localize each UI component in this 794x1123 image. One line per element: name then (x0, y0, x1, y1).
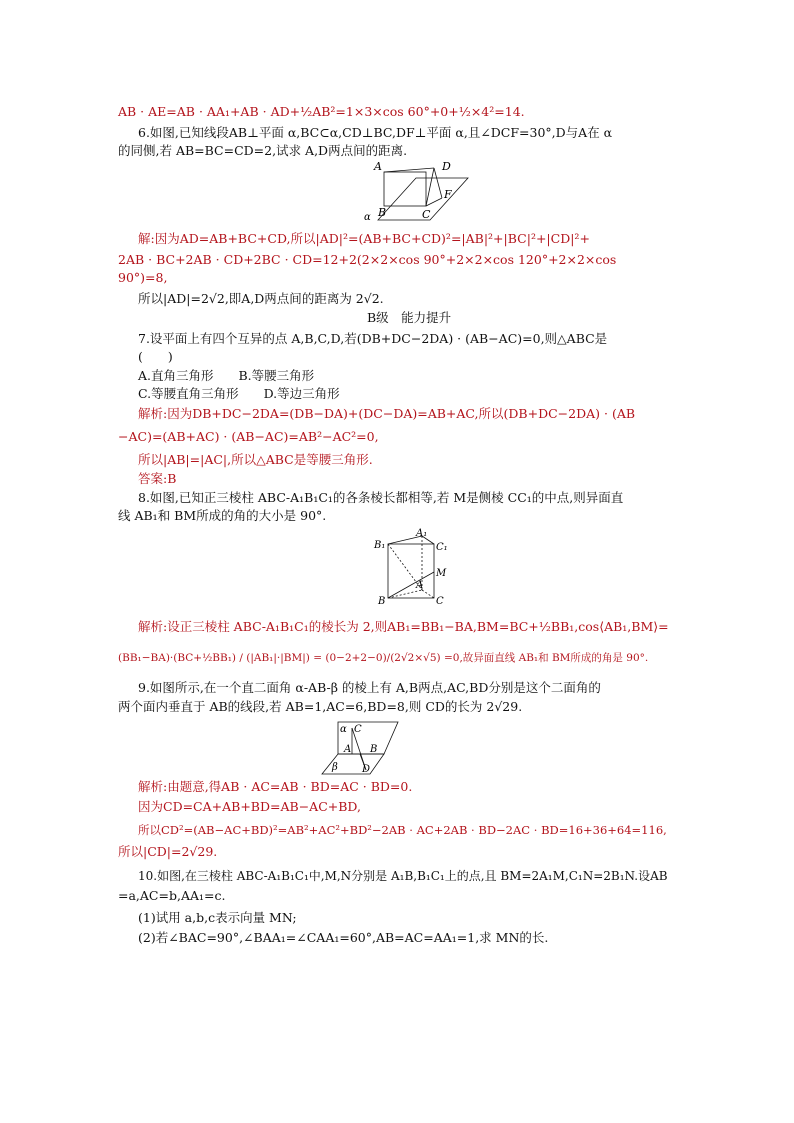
section-heading: B级 能力提升 (367, 310, 452, 325)
fig9-label-A: A (344, 744, 352, 755)
fig6-label-D: D (442, 160, 451, 173)
figure-6 (350, 158, 470, 224)
analysis-7-line-1: 解析:因为DB+DC−2DA=(DB−DA)+(DC−DA)=AB+AC,所以(DB+DC−2DA) · (AB (138, 406, 636, 421)
fig8-label-A: A (416, 580, 424, 591)
problem-10-line-1: 10.如图,在三棱柱 ABC-A₁B₁C₁中,M,N分别是 A₁B,B₁C₁上的点,且 BM=2A₁M,C₁N=2B₁N.设AB (138, 869, 668, 883)
fig6-label-F: F (444, 188, 452, 201)
fig8-label-C: C (436, 596, 444, 607)
problem-7-options-2: C.等腰直角三角形 D.等边三角形 (138, 386, 340, 401)
analysis-7-line-2: −AC)=(AB+AC) · (AB−AC)=AB²−AC²=0, (118, 429, 379, 444)
figure-9 (318, 720, 400, 776)
analysis-8-line-2: (BB₁−BA)·(BC+½BB₁) / (|AB₁|·|BM|) = (0−2+2−0)/(2√2×√5) =0,故异面直线 AB₁和 BM所成的角是 90°. (118, 652, 649, 664)
solution-6-line-3: 90°)=8, (118, 270, 168, 285)
analysis-8-line-1: 解析:设正三棱柱 ABC-A₁B₁C₁的棱长为 2,则AB₁=BB₁−BA,BM=BC+½BB₁,cos⟨AB₁,BM⟩= (138, 619, 669, 634)
fig6-label-alpha: α (364, 212, 371, 223)
fig8-label-B1: B₁ (374, 540, 386, 551)
line-01: AB · AE=AB · AA₁+AB · AD+½AB²=1×3×cos 60°+0+½×4²=14. (118, 104, 525, 119)
fig8-label-M: M (436, 568, 447, 579)
problem-8-line-1: 8.如图,已知正三棱柱 ABC-A₁B₁C₁的各条棱长都相等,若 M是侧棱 CC₁的中点,则异面直 (138, 490, 624, 505)
problem-8-line-2: 线 AB₁和 BM所成的角的大小是 90°. (118, 508, 327, 523)
problem-7-options-1: A.直角三角形 B.等腰三角形 (138, 368, 315, 383)
fig9-label-beta: β (332, 762, 338, 773)
fig9-label-B: B (370, 744, 378, 755)
fig8-label-A1: A₁ (416, 528, 428, 539)
solution-6-line-2: 2AB · BC+2AB · CD+2BC · CD=12+2(2×2×cos 90°+2×2×cos 120°+2×2×cos (118, 252, 617, 267)
problem-9-line-1: 9.如图所示,在一个直二面角 α-AB-β 的棱上有 A,B两点,AC,BD分别是这个二面角的 (138, 680, 601, 695)
fig6-label-C: C (422, 208, 431, 221)
fig6-label-B: B (378, 206, 387, 219)
fig9-label-alpha: α (340, 724, 347, 735)
analysis-9-line-4: 所以|CD|=2√29. (118, 844, 218, 859)
analysis-7-line-3: 所以|AB|=|AC|,所以△ABC是等腰三角形. (138, 452, 373, 467)
solution-6-line-4: 所以|AD|=2√2,即A,D两点间的距离为 2√2. (138, 291, 384, 306)
problem-7-line-2: ( ) (138, 349, 173, 364)
fig6-label-A: A (374, 160, 382, 173)
figure-8 (372, 528, 456, 608)
problem-10-line-2: =a,AC=b,AA₁=c. (118, 888, 226, 903)
problem-10-part-2: (2)若∠BAC=90°,∠BAA₁=∠CAA₁=60°,AB=AC=AA₁=1,求 MN的长. (138, 930, 549, 945)
analysis-9-line-2: 因为CD=CA+AB+BD=AB−AC+BD, (138, 799, 361, 814)
problem-6-line-1: 6.如图,已知线段AB⊥平面 α,BC⊂α,CD⊥BC,DF⊥平面 α,且∠DCF=30°,D与A在 α (138, 125, 613, 140)
fig9-label-D: D (362, 764, 371, 775)
answer-7: 答案:B (138, 471, 177, 486)
fig9-label-C: C (354, 724, 362, 735)
fig8-label-B: B (378, 596, 386, 607)
analysis-9-line-3: 所以CD²=(AB−AC+BD)²=AB²+AC²+BD²−2AB · AC+2AB · BD−2AC · BD=16+36+64=116, (138, 823, 667, 837)
solution-6-line-1: 解:因为AD=AB+BC+CD,所以|AD|²=(AB+BC+CD)²=|AB|²+|BC|²+|CD|²+ (138, 231, 590, 246)
fig8-label-C1: C₁ (436, 542, 448, 553)
problem-10-part-1: (1)试用 a,b,c表示向量 MN; (138, 910, 297, 925)
problem-7-line-1: 7.设平面上有四个互异的点 A,B,C,D,若(DB+DC−2DA) · (AB−AC)=0,则△ABC是 (138, 331, 608, 346)
problem-9-line-2: 两个面内垂直于 AB的线段,若 AB=1,AC=6,BD=8,则 CD的长为 2√29. (118, 699, 523, 714)
problem-6-line-2: 的同侧,若 AB=BC=CD=2,试求 A,D两点间的距离. (118, 143, 408, 158)
analysis-9-line-1: 解析:由题意,得AB · AC=AB · BD=AC · BD=0. (138, 779, 413, 794)
